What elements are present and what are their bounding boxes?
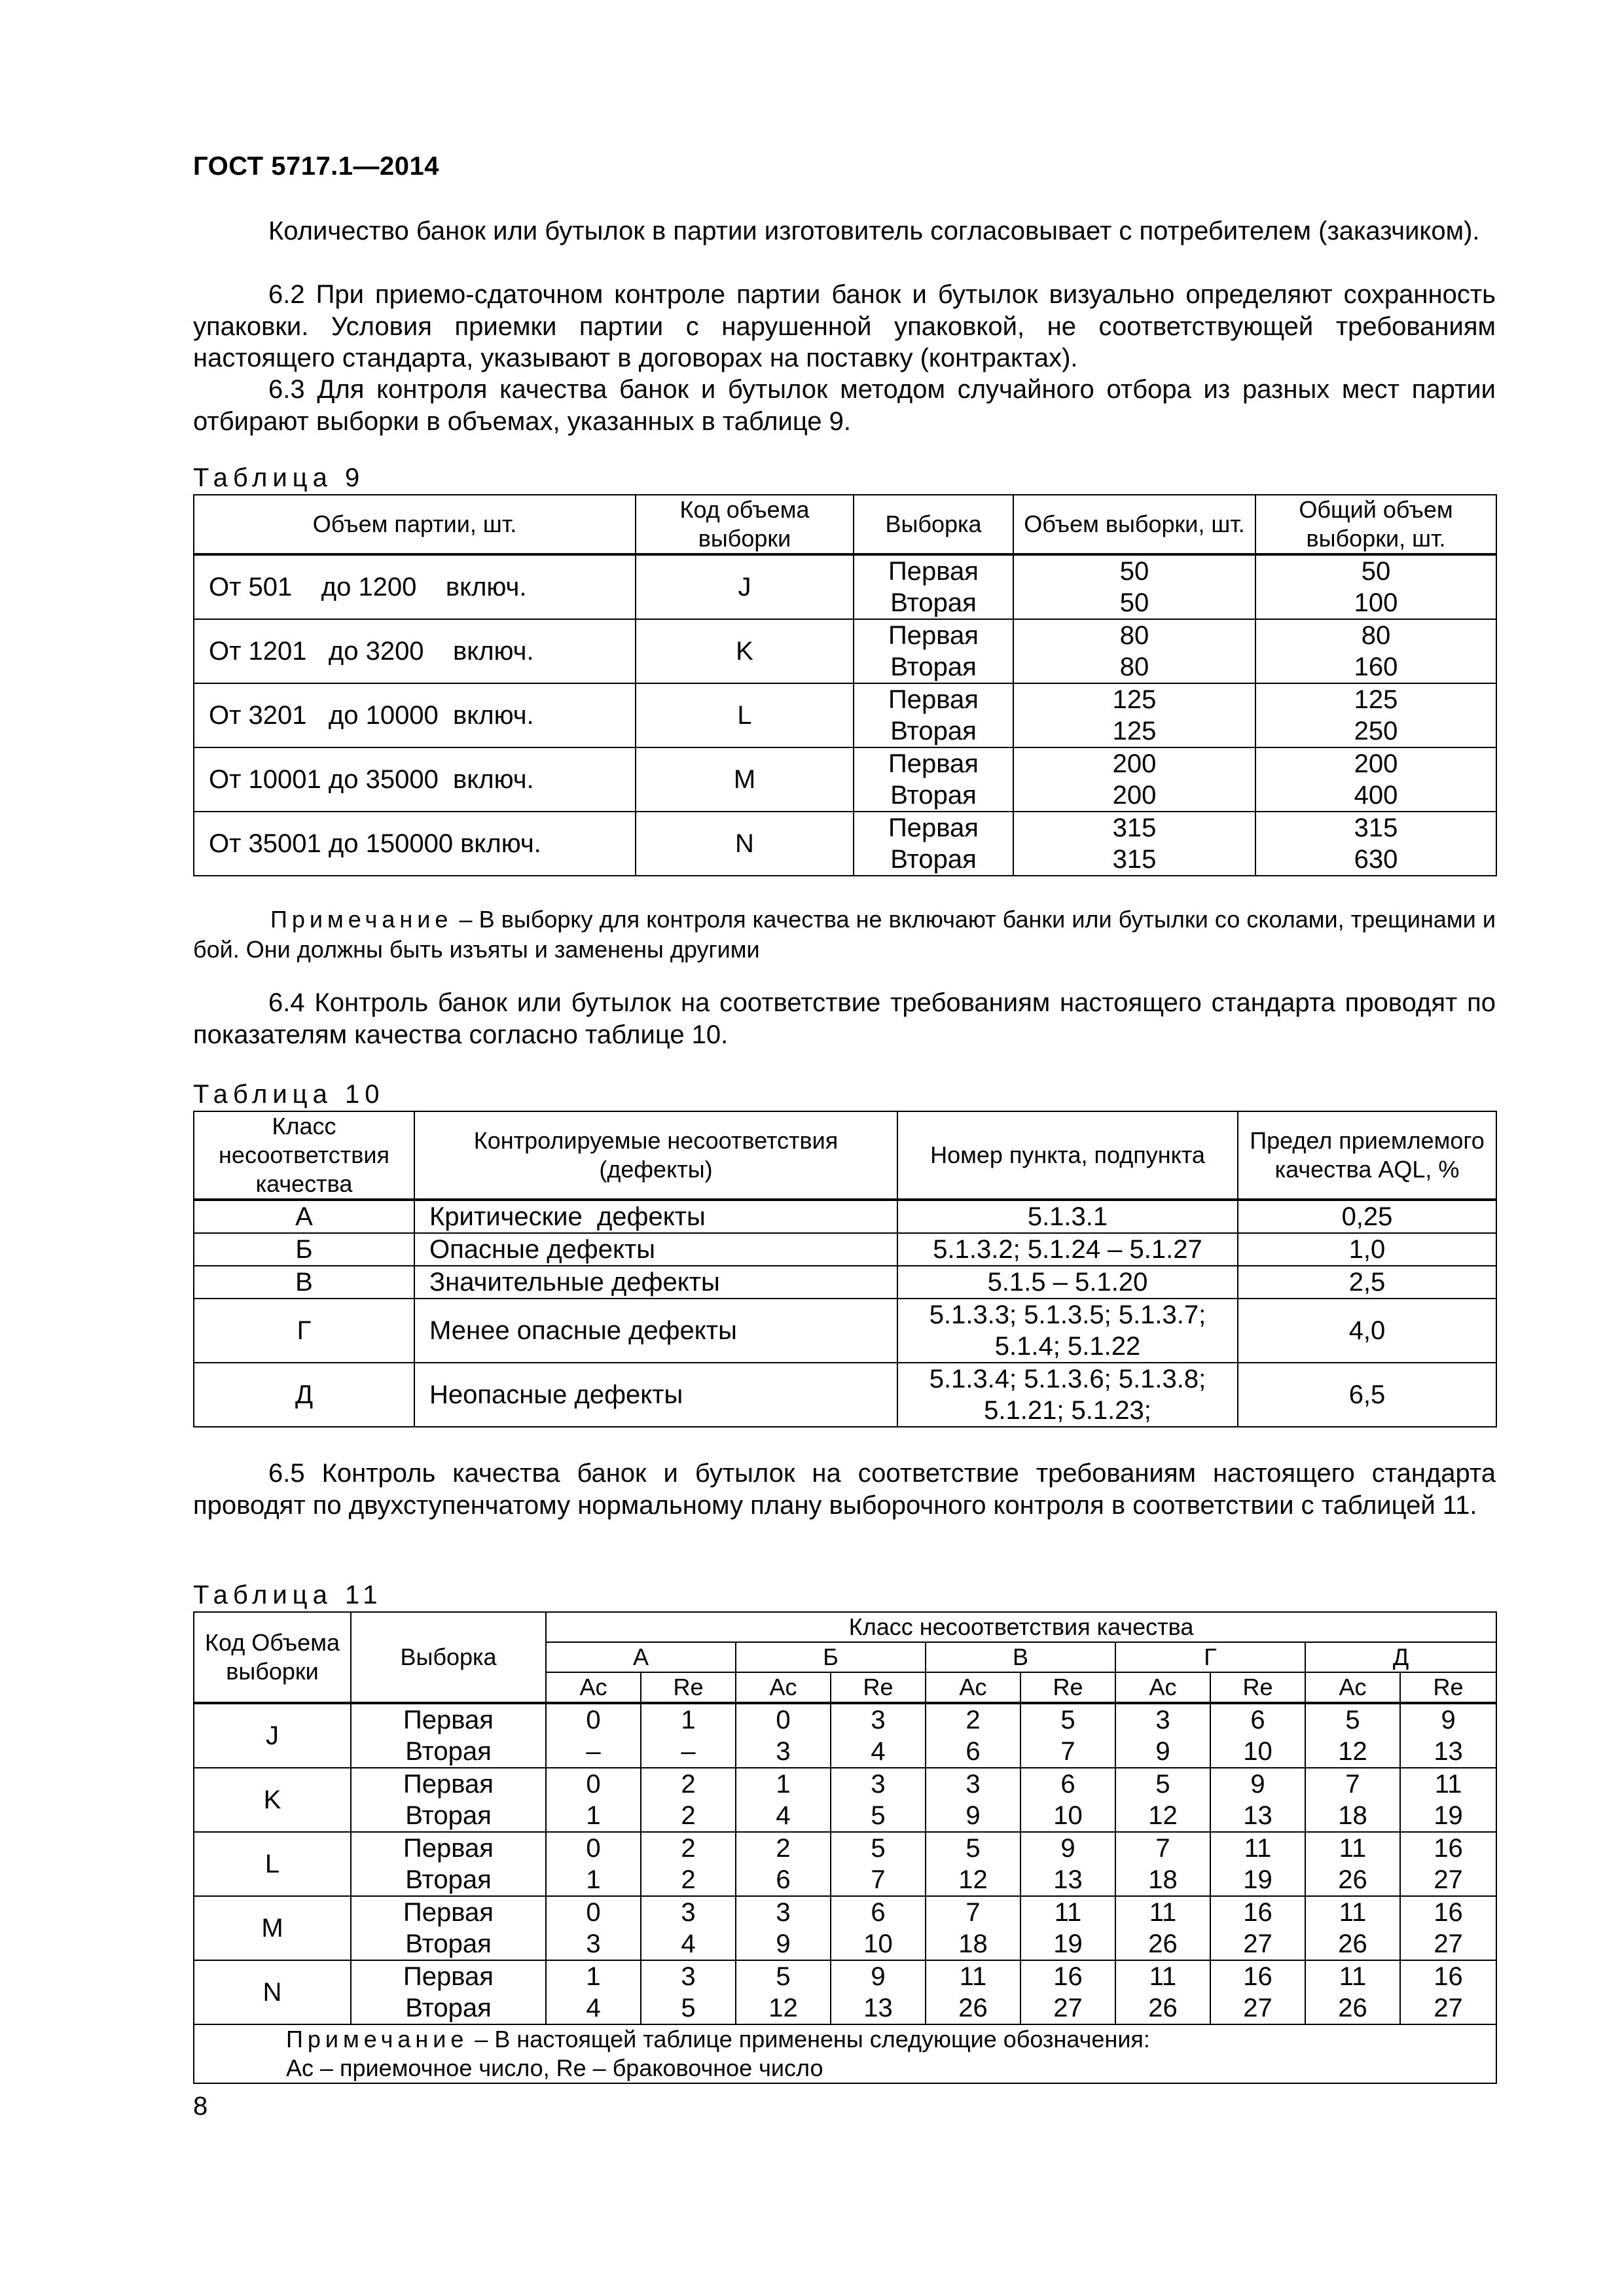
value-cell: 1 4 [546, 1960, 641, 2024]
table11-note [194, 2024, 1496, 2083]
table11-caption: Таблица 11 [193, 1581, 383, 1609]
value-cell: 9 13 [1020, 1832, 1115, 1896]
table-row [194, 1768, 1496, 1832]
value-cell: 0 3 [736, 1703, 831, 1768]
value-cell: 3 5 [831, 1768, 926, 1832]
value-cell: 1 – [641, 1703, 736, 1768]
value-cell: 11 26 [1115, 1896, 1210, 1960]
value-cell: 2 6 [736, 1832, 831, 1896]
total-size: 200 400 [1255, 747, 1496, 812]
sample-stage: Первая Вторая [854, 554, 1013, 619]
sample-code: J [194, 1703, 351, 1768]
sample-code: J [636, 554, 854, 619]
table-row [194, 1832, 1496, 1896]
class-g-header: Г [1115, 1642, 1305, 1672]
ac-header: Ac [736, 1672, 831, 1703]
ac-header: Ac [1305, 1672, 1400, 1703]
aql-value: 6,5 [1238, 1363, 1496, 1427]
value-cell: 3 4 [641, 1896, 736, 1960]
defect-class: Б [194, 1233, 414, 1266]
value-cell: 7 18 [1115, 1832, 1210, 1896]
table10-header-item: Номер пункта, подпункта [897, 1111, 1238, 1200]
value-cell: 6 10 [1210, 1703, 1305, 1768]
value-cell: 5 12 [736, 1960, 831, 2024]
lot-range: От 35001 до 150000 включ. [194, 812, 636, 876]
value-cell: 7 18 [926, 1896, 1020, 1960]
value-cell: 5 12 [926, 1832, 1020, 1896]
ac-header: Ac [1115, 1672, 1210, 1703]
clause-number: 5.1.3.3; 5.1.3.5; 5.1.3.7; 5.1.4; 5.1.22 [897, 1299, 1238, 1363]
sample-code: L [636, 683, 854, 747]
clause-number: 5.1.3.4; 5.1.3.6; 5.1.3.8; 5.1.21; 5.1.23; [897, 1363, 1238, 1427]
sample-code: N [194, 1960, 351, 2024]
table-row [194, 1233, 1496, 1266]
class-b-header: Б [736, 1642, 926, 1672]
sample-size: 125 125 [1013, 683, 1255, 747]
value-cell: 6 10 [831, 1896, 926, 1960]
paragraph-6-4: 6.4 Контроль банок или бутылок на соответствие требованиям настоящего стандарта проводят по показателям качества согласно таблице 10. [193, 988, 1496, 1049]
value-cell: 16 27 [1210, 1896, 1305, 1960]
sample-size: 50 50 [1013, 554, 1255, 619]
value-cell: 9 13 [1210, 1768, 1305, 1832]
value-cell: 0 – [546, 1703, 641, 1768]
paragraph-6-2: 6.2 При приемо-сдаточном контроле партии банок и бутылок визуально определяют сохранность упаковки. Условия приемки партии с нарушенной упаковкой, не соответствующей требованиям настоящего стандарта, указывают в договорах на поставку (контрактах). [193, 280, 1496, 372]
sample-size: 315 315 [1013, 812, 1255, 876]
value-cell: 16 27 [1210, 1960, 1305, 2024]
table10-header-aql: Предел приемлемого качества AQL, % [1238, 1111, 1496, 1200]
aql-value: 4,0 [1238, 1299, 1496, 1363]
table9-header-sample: Выборка [854, 495, 1013, 554]
lot-range: От 10001 до 35000 включ. [194, 747, 636, 812]
sample-code: K [194, 1768, 351, 1832]
value-cell: 3 4 [831, 1703, 926, 1768]
clause-number: 5.1.5 – 5.1.20 [897, 1266, 1238, 1299]
re-header: Re [1020, 1672, 1115, 1703]
sample-stage: Первая Вторая [854, 619, 1013, 683]
value-cell: 3 9 [926, 1768, 1020, 1832]
table11-header-class: Класс несоответствия качества [546, 1612, 1496, 1642]
table-11 [193, 1611, 1497, 2084]
value-cell: 3 9 [1115, 1703, 1210, 1768]
value-cell: 5 7 [831, 1832, 926, 1896]
sample-stage: Первая Вторая [854, 747, 1013, 812]
sample-size: 80 80 [1013, 619, 1255, 683]
value-cell: 11 19 [1210, 1832, 1305, 1896]
ac-header: Ac [546, 1672, 641, 1703]
ac-header: Ac [926, 1672, 1020, 1703]
document-header: ГОСТ 5717.1—2014 [193, 152, 440, 181]
value-cell: 2 6 [926, 1703, 1020, 1768]
sample-stage: Первая Вторая [351, 1832, 546, 1896]
sample-stage: Первая Вторая [854, 683, 1013, 747]
defect-class: А [194, 1200, 414, 1233]
table-row [194, 1896, 1496, 1960]
lot-range: От 501 до 1200 включ. [194, 554, 636, 619]
value-cell: 7 18 [1305, 1768, 1400, 1832]
note-label: Примечание [286, 2026, 469, 2053]
value-cell: 16 27 [1400, 1832, 1496, 1896]
table9-note [193, 905, 1496, 965]
value-cell: 0 1 [546, 1832, 641, 1896]
table9-header-code: Код объема выборки [636, 495, 854, 554]
defect-class: В [194, 1266, 414, 1299]
table-row [194, 1200, 1496, 1233]
table11-note-row [194, 2024, 1496, 2083]
defect-type: Неопасные дефекты [414, 1363, 897, 1427]
note-line-1: – В настоящей таблице применены следующие обозначения: [475, 2026, 1150, 2053]
table-row [194, 683, 1496, 747]
value-cell: 3 9 [736, 1896, 831, 1960]
defect-type: Опасные дефекты [414, 1233, 897, 1266]
table9-header-row [194, 495, 1496, 554]
table-row [194, 1266, 1496, 1299]
sample-stage: Первая Вторая [351, 1703, 546, 1768]
class-v-header: В [926, 1642, 1115, 1672]
table-row [194, 812, 1496, 876]
value-cell: 11 26 [1305, 1832, 1400, 1896]
table10-caption: Таблица 10 [193, 1080, 385, 1109]
re-header: Re [831, 1672, 926, 1703]
defect-type: Критические дефекты [414, 1200, 897, 1233]
lot-range: От 3201 до 10000 включ. [194, 683, 636, 747]
sample-stage: Первая Вторая [351, 1960, 546, 2024]
value-cell: 6 10 [1020, 1768, 1115, 1832]
sample-stage: Первая Вторая [351, 1768, 546, 1832]
class-d-header: Д [1305, 1642, 1496, 1672]
total-size: 80 160 [1255, 619, 1496, 683]
value-cell: 0 3 [546, 1896, 641, 1960]
sample-stage: Первая Вторая [854, 812, 1013, 876]
clause-number: 5.1.3.2; 5.1.24 – 5.1.27 [897, 1233, 1238, 1266]
total-size: 315 630 [1255, 812, 1496, 876]
sample-code: K [636, 619, 854, 683]
class-a-header: А [546, 1642, 736, 1672]
note-text: – В выборку для контроля качества не включают банки или бутылки со сколами, трещинами и бой. Они должны быть изъяты и заменены другими [193, 906, 1496, 963]
lot-range: От 1201 до 3200 включ. [194, 619, 636, 683]
table-row [194, 1960, 1496, 2024]
table-10 [193, 1111, 1497, 1427]
paragraph-6-3: 6.3 Для контроля качества банок и бутылок методом случайного отбора из разных мест партии отбирают выборки в объемах, указанных в таблице 9. [193, 375, 1496, 436]
sample-code: L [194, 1832, 351, 1896]
table9-header-size: Объем выборки, шт. [1013, 495, 1255, 554]
total-size: 50 100 [1255, 554, 1496, 619]
note-label: Примечание [270, 906, 453, 933]
table9-header-lot: Объем партии, шт. [194, 495, 636, 554]
page-number: 8 [193, 2092, 208, 2121]
value-cell: 9 13 [1400, 1703, 1496, 1768]
paragraph-6-5: 6.5 Контроль качества банок и бутылок на соответствие требованиям настоящего стандарта проводят по двухступенчатому нормальному плану выборочного контроля в соответствии с таблицей 11. [193, 1459, 1496, 1520]
value-cell: 0 1 [546, 1768, 641, 1832]
table11-header-row-1 [194, 1612, 1496, 1642]
table11-header-code: Код Объема выборки [194, 1612, 351, 1703]
value-cell: 16 27 [1400, 1896, 1496, 1960]
table9-header-total: Общий объем выборки, шт. [1255, 495, 1496, 554]
value-cell: 1 4 [736, 1768, 831, 1832]
aql-value: 1,0 [1238, 1233, 1496, 1266]
value-cell: 2 2 [641, 1768, 736, 1832]
aql-value: 0,25 [1238, 1200, 1496, 1233]
table11-header-sample: Выборка [351, 1612, 546, 1703]
value-cell: 2 2 [641, 1832, 736, 1896]
table10-header-class: Класс несоответствия качества [194, 1111, 414, 1200]
defect-type: Значительные дефекты [414, 1266, 897, 1299]
value-cell: 16 27 [1020, 1960, 1115, 2024]
sample-stage: Первая Вторая [351, 1896, 546, 1960]
re-header: Re [641, 1672, 736, 1703]
value-cell: 3 5 [641, 1960, 736, 2024]
paragraph-quantity: Количество банок или бутылок в партии изготовитель согласовывает с потребителем (заказчиком). [268, 217, 1480, 245]
table-row [194, 554, 1496, 619]
table-row [194, 1703, 1496, 1768]
value-cell: 11 26 [926, 1960, 1020, 2024]
value-cell: 16 27 [1400, 1960, 1496, 2024]
defect-class: Г [194, 1299, 414, 1363]
sample-code: M [636, 747, 854, 812]
sample-code: M [194, 1896, 351, 1960]
value-cell: 5 12 [1115, 1768, 1210, 1832]
sample-size: 200 200 [1013, 747, 1255, 812]
table-row [194, 1299, 1496, 1363]
value-cell: 11 26 [1115, 1960, 1210, 2024]
table10-header-defects: Контролируемые несоответствия (дефекты) [414, 1111, 897, 1200]
defect-type: Менее опасные дефекты [414, 1299, 897, 1363]
re-header: Re [1210, 1672, 1305, 1703]
total-size: 125 250 [1255, 683, 1496, 747]
table9-caption: Таблица 9 [193, 463, 365, 492]
table-9 [193, 494, 1497, 876]
value-cell: 11 19 [1400, 1768, 1496, 1832]
sample-code: N [636, 812, 854, 876]
table-row [194, 747, 1496, 812]
aql-value: 2,5 [1238, 1266, 1496, 1299]
value-cell: 11 26 [1305, 1896, 1400, 1960]
value-cell: 11 19 [1020, 1896, 1115, 1960]
clause-number: 5.1.3.1 [897, 1200, 1238, 1233]
value-cell: 5 12 [1305, 1703, 1400, 1768]
value-cell: 9 13 [831, 1960, 926, 2024]
table10-header-row [194, 1111, 1496, 1200]
value-cell: 5 7 [1020, 1703, 1115, 1768]
table-row [194, 619, 1496, 683]
value-cell: 11 26 [1305, 1960, 1400, 2024]
defect-class: Д [194, 1363, 414, 1427]
note-line-2: Ac – приемочное число, Re – браковочное число [286, 2054, 823, 2081]
table-row [194, 1363, 1496, 1427]
re-header: Re [1400, 1672, 1496, 1703]
